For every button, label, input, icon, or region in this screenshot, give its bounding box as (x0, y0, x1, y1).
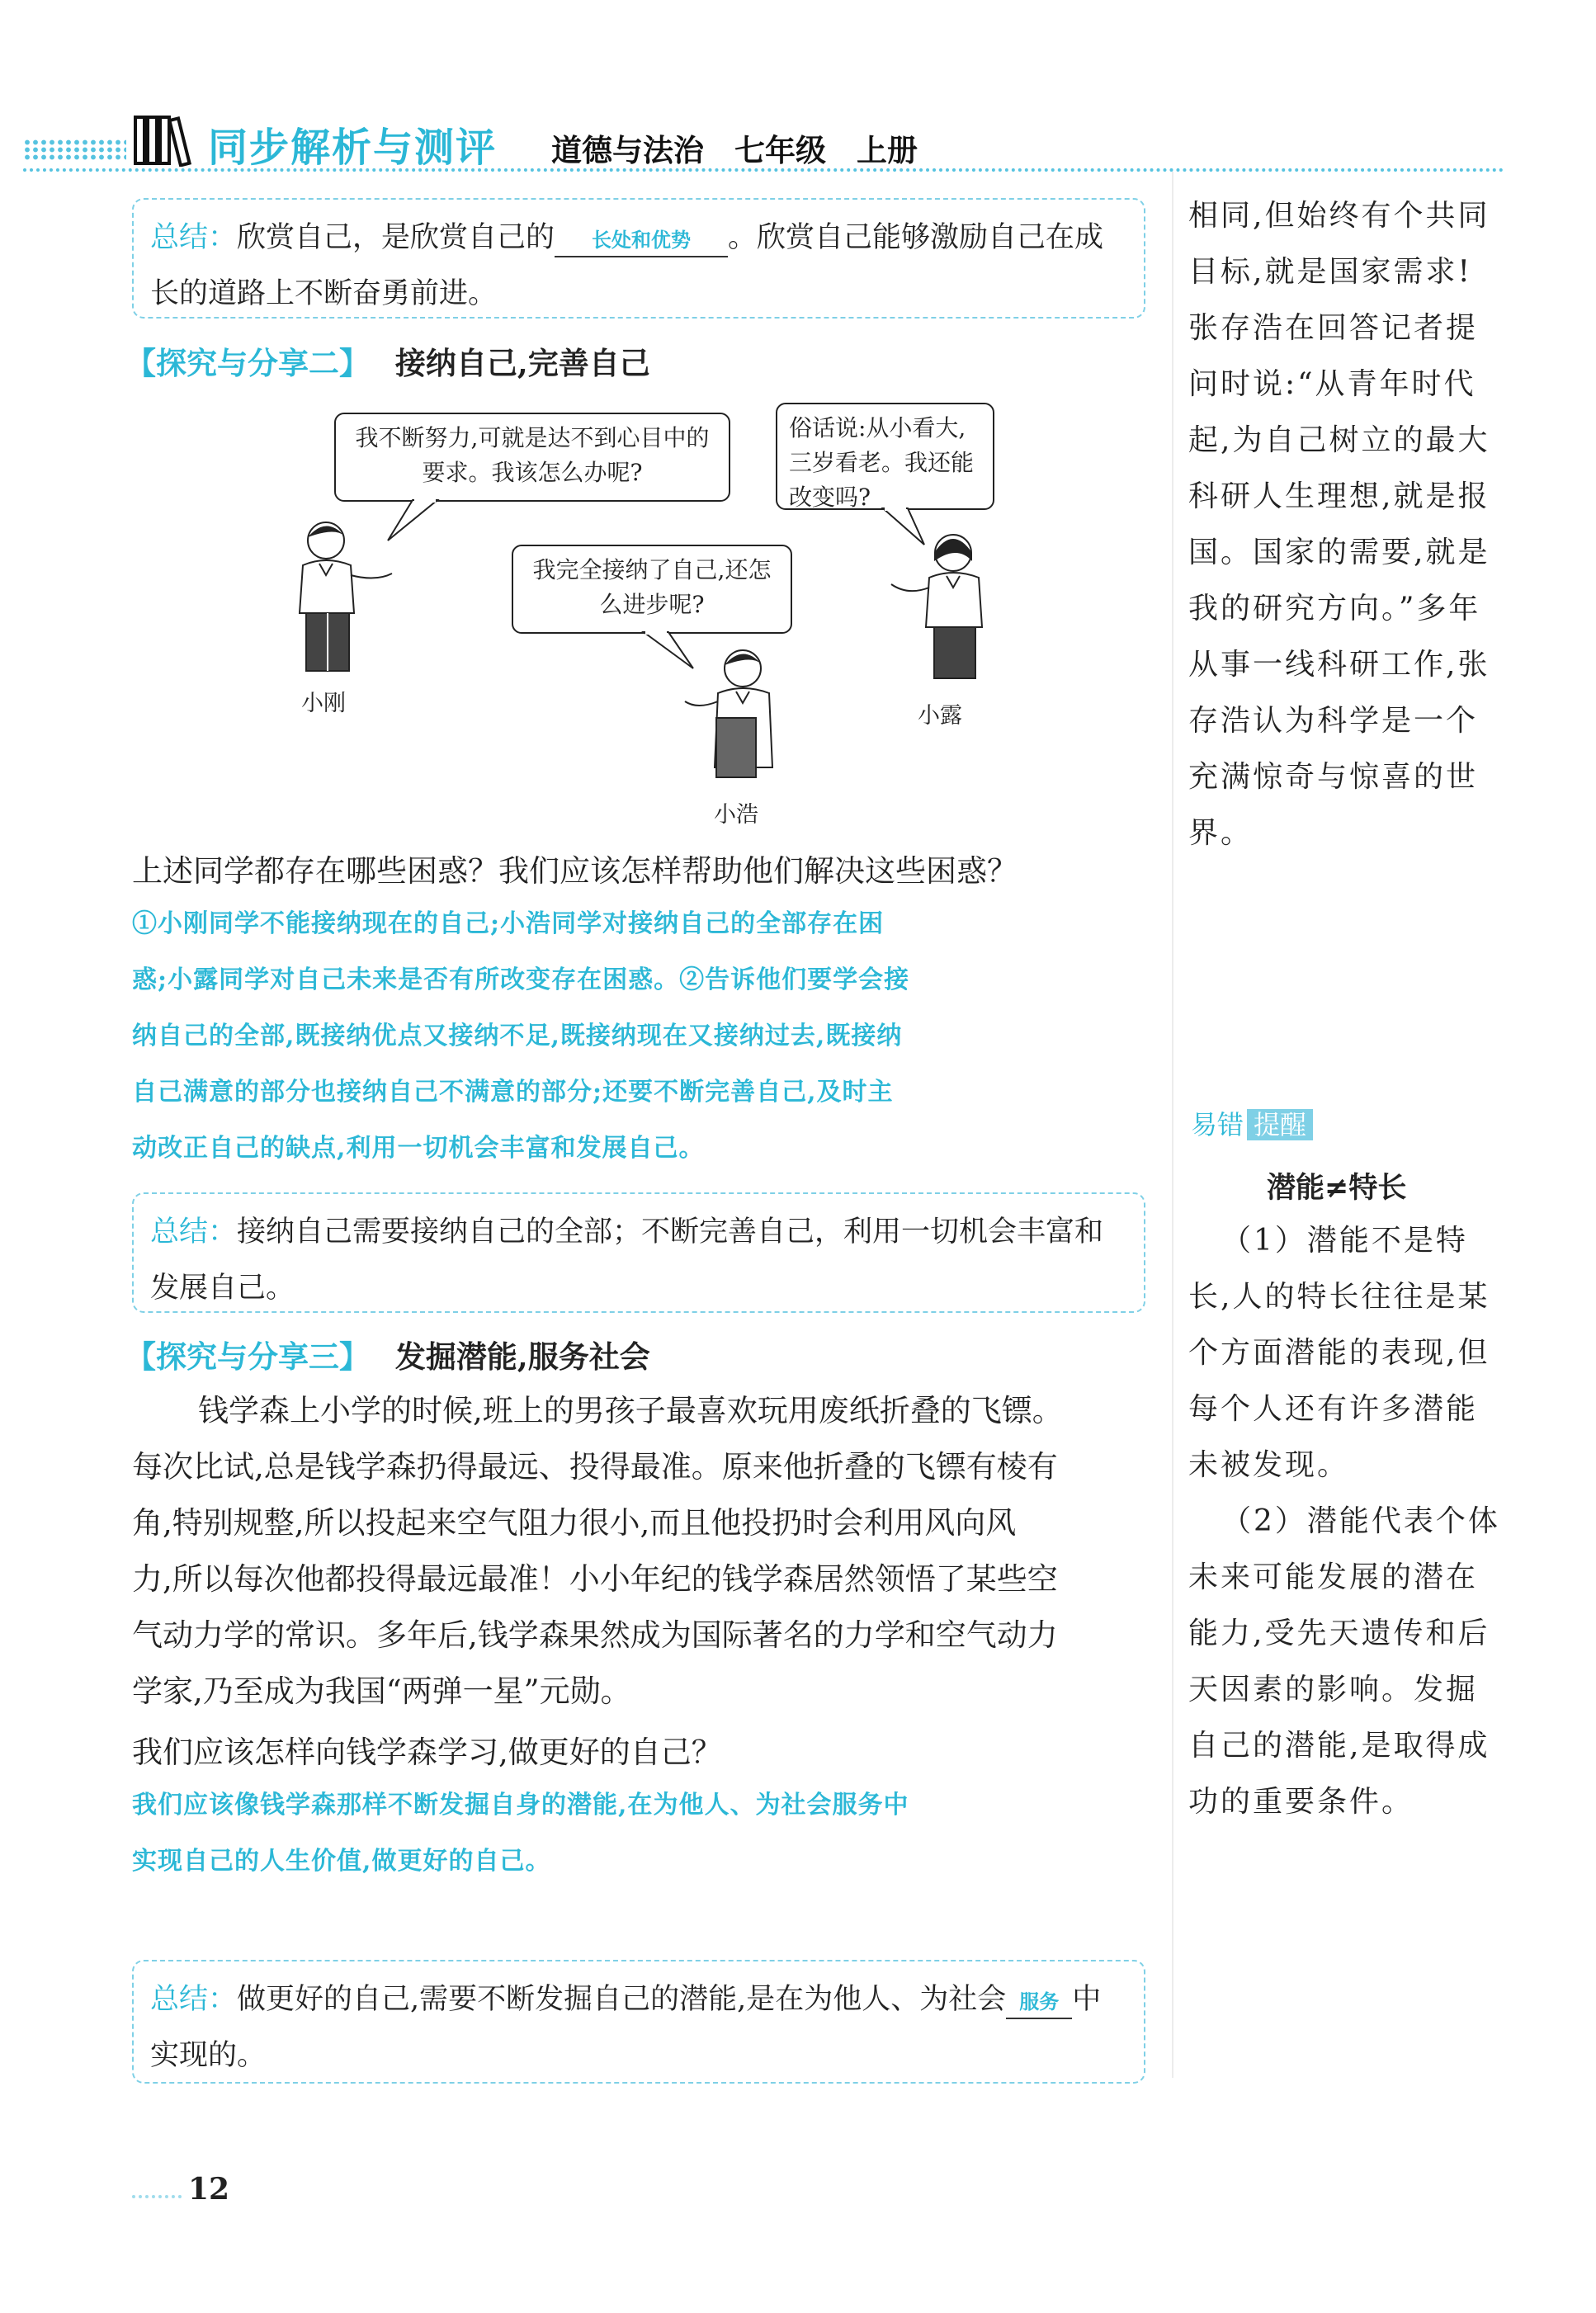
bubble-text: 俗话说:从小看大,三岁看老。我还能改变吗? (789, 414, 975, 511)
sidebar-line: 起,为自己树立的最大 (1188, 423, 1490, 457)
name-label-xiaogang: 小刚 (301, 691, 346, 716)
section-title: 发掘潜能,服务社会 (394, 1338, 650, 1375)
tip-line: 每个人还有许多潜能 (1188, 1392, 1479, 1426)
story-line: 钱学森上小学的时候,班上的男孩子最喜欢玩用废纸折叠的飞镖。 (198, 1393, 1063, 1428)
answer-line: 我们应该像钱学森那样不断发掘自身的潜能,在为他人、为社会服务中 (132, 1791, 909, 1820)
summary-text: 做更好的自己,需要不断发掘自己的潜能,是在为他人、为社会 (237, 1983, 1007, 2016)
answer-line: 实现自己的人生价值,做更好的自己。 (132, 1847, 551, 1876)
tip-label-highlight: 提醒 (1247, 1109, 1313, 1140)
sidebar-line: 从事一线科研工作,张 (1188, 648, 1490, 682)
tip-line: 个方面潜能的表现,但 (1188, 1336, 1490, 1370)
answer-block-2 (132, 896, 1155, 1177)
summary-label: 总结： (150, 1983, 238, 2016)
answer-block-3 (132, 1777, 1155, 1890)
tip-line: 自己的潜能,是取得成 (1188, 1729, 1490, 1763)
tip-title: 潜能≠特长 (1267, 1172, 1407, 1205)
name-label-xiaohao: 小浩 (714, 802, 758, 828)
story-line: 气动力学的常识。多年后,钱学森果然成为国际著名的力学和空气动力 (132, 1617, 1058, 1653)
story-line: 学家,乃至成为我国“两弹一星”元勋。 (132, 1673, 631, 1709)
story-line: 力,所以每次他都投得最远最准！小小年纪的钱学森居然领悟了某些空 (132, 1561, 1058, 1597)
section-tag: 【探究与分享三】 (125, 1339, 370, 1375)
tip-line: 未来可能发展的潜在 (1188, 1560, 1479, 1594)
sidebar-line: 目标,就是国家需求! (1188, 255, 1472, 289)
subject-info: 道德与法治 七年级 上册 (551, 133, 918, 168)
summary-text: 。欣赏自己能够激励自己在成长的道路上不断奋勇前进。 (150, 221, 1104, 310)
answer-line: 纳自己的全部,既接纳优点又接纳不足,既接纳现在又接纳过去,既接纳 (132, 1022, 903, 1050)
sidebar-line: 国。国家的需要,就是 (1188, 536, 1490, 569)
tip-line: 天因素的影响。发掘 (1188, 1673, 1479, 1706)
summary-box-3 (132, 1960, 1145, 2084)
fill-blank-answer: 服务 (1006, 1986, 1072, 2019)
answer-line: ①小刚同学不能接纳现在的自己;小浩同学对接纳自己的全部存在困 (132, 909, 885, 938)
tip-line: 能力,受先天遗传和后 (1188, 1617, 1490, 1650)
summary-text: 欣赏自己，是欣赏自己的 (237, 221, 555, 254)
sidebar-line: 我的研究方向。”多年 (1188, 592, 1481, 625)
book-title: 同步解析与测评 (208, 125, 498, 171)
summary-box-2 (132, 1192, 1145, 1313)
bubble-text: 我不断努力,可就是达不到心目中的要求。我该怎么办呢? (355, 424, 710, 486)
story-line: 每次比试,总是钱学森扔得最远、投得最准。原来他折叠的飞镖有棱有 (132, 1449, 1058, 1485)
answer-line: 动改正自己的缺点,利用一切机会丰富和发展自己。 (132, 1134, 705, 1163)
name-label-xiaolu: 小露 (918, 703, 962, 729)
bubble-text: 我完全接纳了自己,还怎么进步呢? (532, 556, 772, 618)
tip-line: 未被发现。 (1188, 1448, 1350, 1482)
sidebar-line: 问时说:“从青年时代 (1188, 367, 1476, 401)
summary-label: 总结： (150, 221, 238, 254)
sidebar-line: 科研人生理想,就是报 (1188, 479, 1490, 513)
summary-text: 中实现的。 (150, 1983, 1102, 2072)
footer-dots (132, 2195, 182, 2198)
answer-line: 惑;小露同学对自己未来是否有所改变存在困惑。②告诉他们要学会接 (132, 965, 910, 994)
sidebar-line: 张存浩在回答记者提 (1188, 311, 1479, 345)
summary-label: 总结： (150, 1216, 238, 1249)
tip-line: 长,人的特长往往是某 (1188, 1280, 1490, 1314)
tip-line: （2）潜能代表个体 (1221, 1504, 1500, 1538)
student-xiaolu-icon (875, 528, 999, 693)
discussion-question: 上述同学都存在哪些困惑？我们应该怎样帮助他们解决这些困惑？ (132, 853, 1018, 889)
section-heading-3 (125, 1332, 650, 1376)
bubble-tails (0, 0, 1172, 825)
tip-content (1188, 1213, 1518, 1830)
tip-line: （1）潜能不是特 (1221, 1224, 1468, 1258)
sidebar-line: 存浩认为科学是一个 (1188, 704, 1479, 738)
story-line: 角,特别规整,所以投起来空气阻力很小,而且他投扔时会利用风向风 (132, 1505, 1017, 1541)
section-title: 接纳自己,完善自己 (394, 345, 650, 381)
story-paragraph (132, 1383, 1155, 1720)
summary-text: 接纳自己需要接纳自己的全部；不断完善自己，利用一切机会丰富和发展自己。 (150, 1216, 1104, 1305)
student-xiaogang-icon (285, 516, 408, 681)
fill-blank-answer: 长处和优势 (555, 224, 728, 257)
tip-badge (1191, 1104, 1313, 1142)
page-number: 12 (188, 2172, 230, 2207)
student-xiaohao-icon (677, 644, 809, 800)
sidebar-line: 充满惊奇与惊喜的世 (1188, 760, 1479, 794)
tip-label: 易错 (1191, 1109, 1244, 1140)
section-tag: 【探究与分享二】 (125, 346, 370, 381)
sidebar-line: 界。 (1188, 816, 1254, 850)
sidebar-line: 相同,但始终有个共同 (1188, 199, 1490, 233)
discussion-question: 我们应该怎样向钱学森学习,做更好的自己？ (132, 1735, 722, 1770)
answer-line: 自己满意的部分也接纳自己不满意的部分;还要不断完善自己,及时主 (132, 1078, 894, 1107)
column-divider (1172, 172, 1173, 2078)
tip-line: 功的重要条件。 (1188, 1785, 1414, 1819)
sidebar-story (1188, 188, 1518, 861)
